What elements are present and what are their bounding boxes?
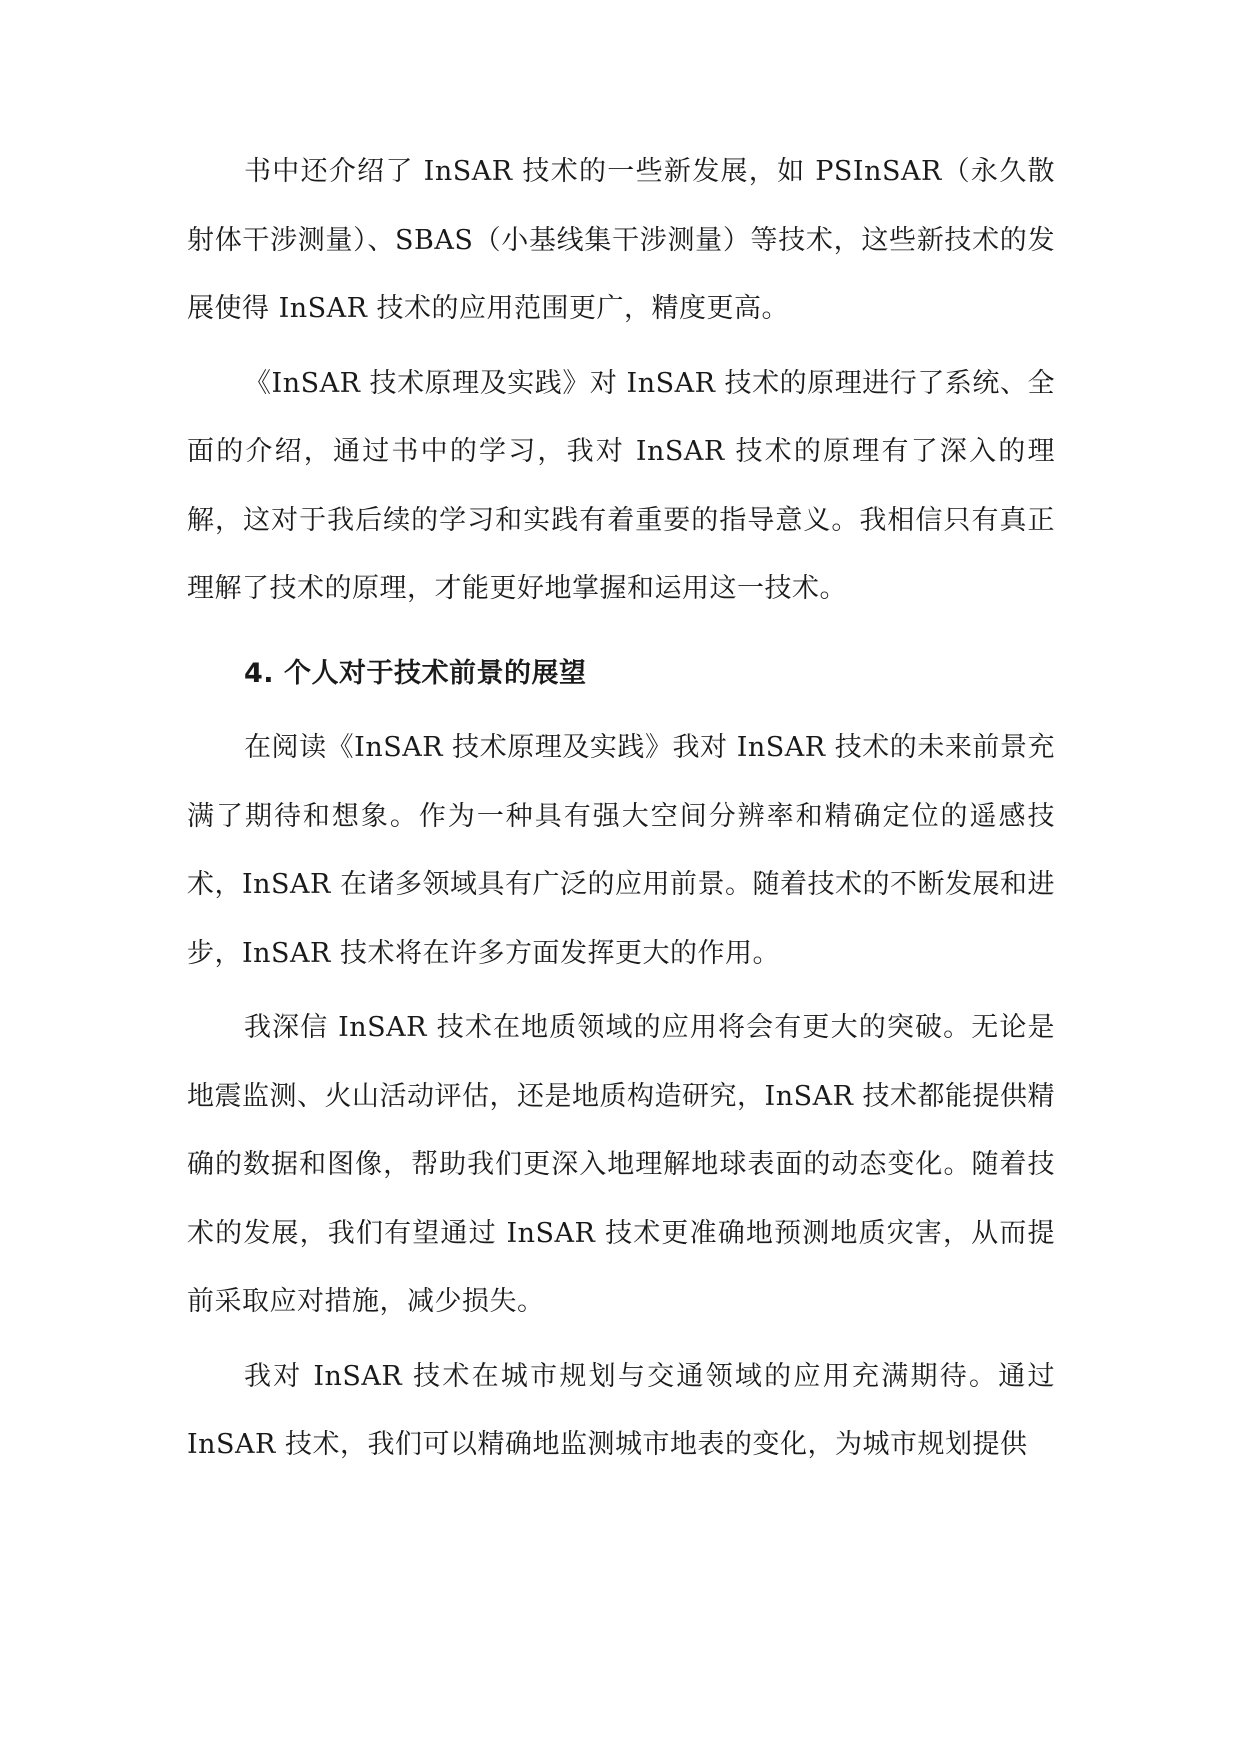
paragraph-principles-summary: 《InSAR 技术原理及实践》对 InSAR 技术的原理进行了系统、全面的介绍，通过书中的学习，我对 InSAR 技术的原理有了深入的理解，这对于我后续的学习和实践有着重要的指导意义。我相信只有真正理解了技术的原理，才能更好地掌握和运用这一技术。 — [187, 367, 1055, 604]
paragraph-future-outlook: 在阅读《InSAR 技术原理及实践》我对 InSAR 技术的未来前景充满了期待和想象。作为一种具有强大空间分辨率和精确定位的遥感技术，InSAR 在诸多领域具有广泛的应用前景。随着技术的不断发展和进步，InSAR 技术将在许多方面发挥更大的作用。 — [187, 732, 1055, 969]
document-body — [187, 138, 1055, 1486]
paragraph-geology-application: 我深信 InSAR 技术在地质领域的应用将会有更大的突破。无论是地震监测、火山活动评估，还是地质构造研究，InSAR 技术都能提供精确的数据和图像，帮助我们更深入地理解地球表面的动态变化。随着技术的发展，我们有望通过 InSAR 技术更准确地预测地质灾害，从而提前采取应对措施，减少损失。 — [187, 1012, 1055, 1317]
section-number: 4. — [244, 657, 275, 689]
paragraph-urban-planning: 我对 InSAR 技术在城市规划与交通领域的应用充满期待。通过 InSAR 技术，我们可以精确地监测城市地表的变化，为城市规划提供 — [187, 1360, 1055, 1460]
section-title: 个人对于技术前景的展望 — [284, 657, 587, 689]
paragraph-new-developments: 书中还介绍了 InSAR 技术的一些新发展，如 PSInSAR（永久散射体干涉测量）、SBAS（小基线集干涉测量）等技术，这些新技术的发展使得 InSAR 技术的应用范围更广，精度更高。 — [187, 156, 1055, 324]
section-heading — [187, 640, 1055, 709]
